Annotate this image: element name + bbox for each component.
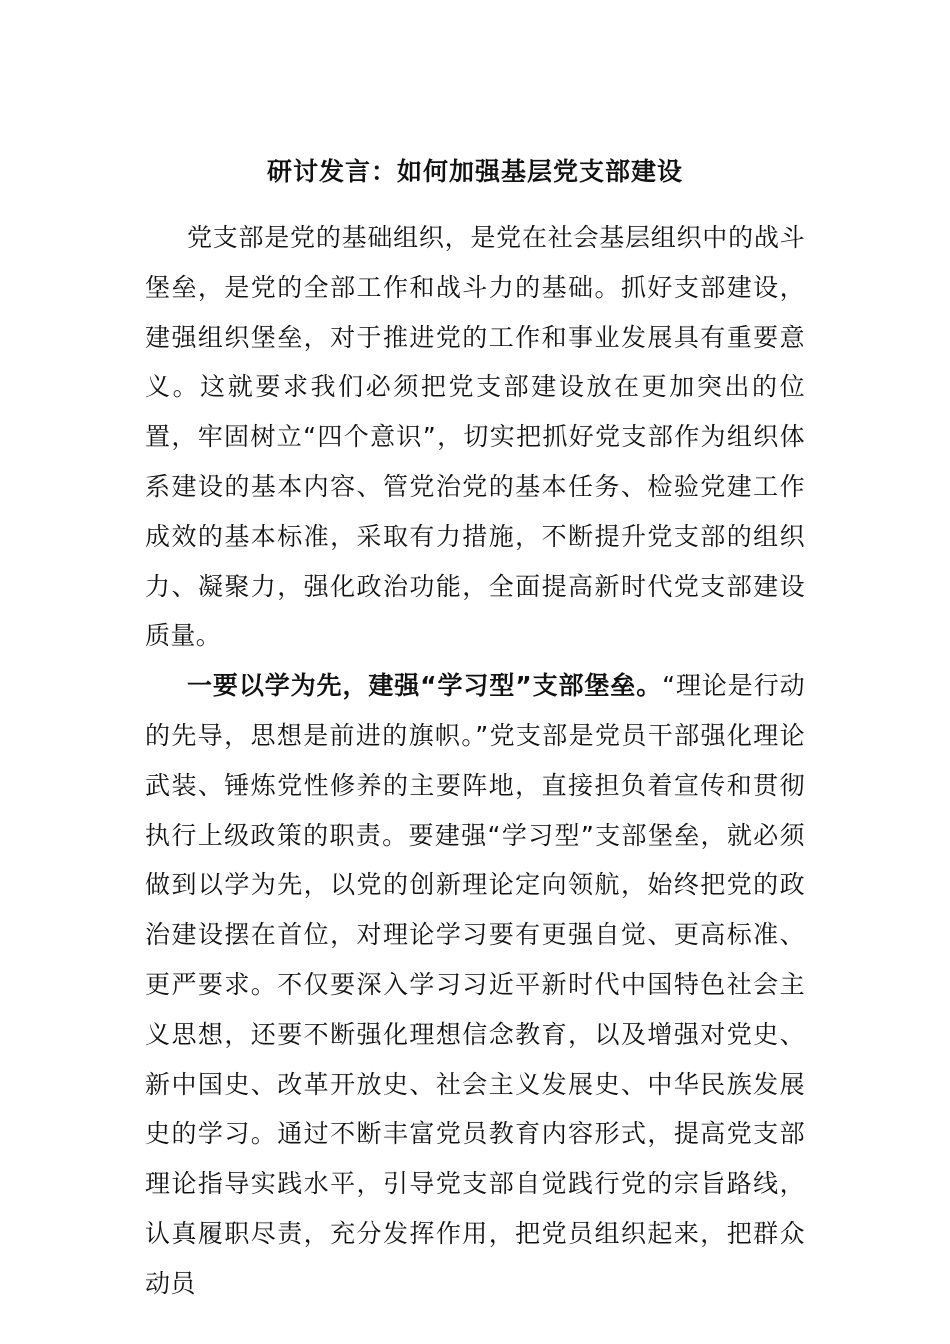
paragraph-intro [145, 213, 805, 661]
document-title: 研讨发言：如何加强基层党支部建设 [266, 157, 683, 186]
paragraph-text: “理论是行动的先导，思想是前进的旗帜。”党支部是党员干部强化理论武装、锤炼党性修养的主要阵地，直接担负着宣传和贯彻执行上级政策的职责。要建强“学习型”支部堡垒，就必须做到以学为先，以党的创新理论定向领航，始终把党的政治建设摆在首位，对理论学习要有更强自觉、更高标准、更严要求。不仅要深入学习习近平新时代中国特色社会主义思想，还要不断强化理想信念教育，以及增强对党史、新中国史、改革开放史、社会主义发展史、中华民族发展史的学习。通过不断丰富党员教育内容形式，提高党支部理论指导实践水平，引导党支部自觉践行党的宗旨路线，认真履职尽责，充分发挥作用，把党员组织起来，把群众动员 [145, 671, 805, 1298]
paragraph-point-one [145, 661, 805, 1308]
paragraph-lead-heading: 一要以学为先，建强“学习型”支部堡垒。 [187, 671, 663, 701]
document-body [145, 213, 805, 1309]
paragraph-text: 党支部是党的基础组织，是党在社会基层组织中的战斗堡垒，是党的全部工作和战斗力的基础。抓好支部建设，建强组织堡垒，对于推进党的工作和事业发展具有重要意义。这就要求我们必须把党支部建设放在更加突出的位置，牢固树立“四个意识”，切实把抓好党支部作为组织体系建设的基本内容、管党治党的基本任务、检验党建工作成效的基本标准，采取有力措施，不断提升党支部的组织力、凝聚力，强化政治功能，全面提高新时代党支部建设质量。 [145, 223, 805, 651]
